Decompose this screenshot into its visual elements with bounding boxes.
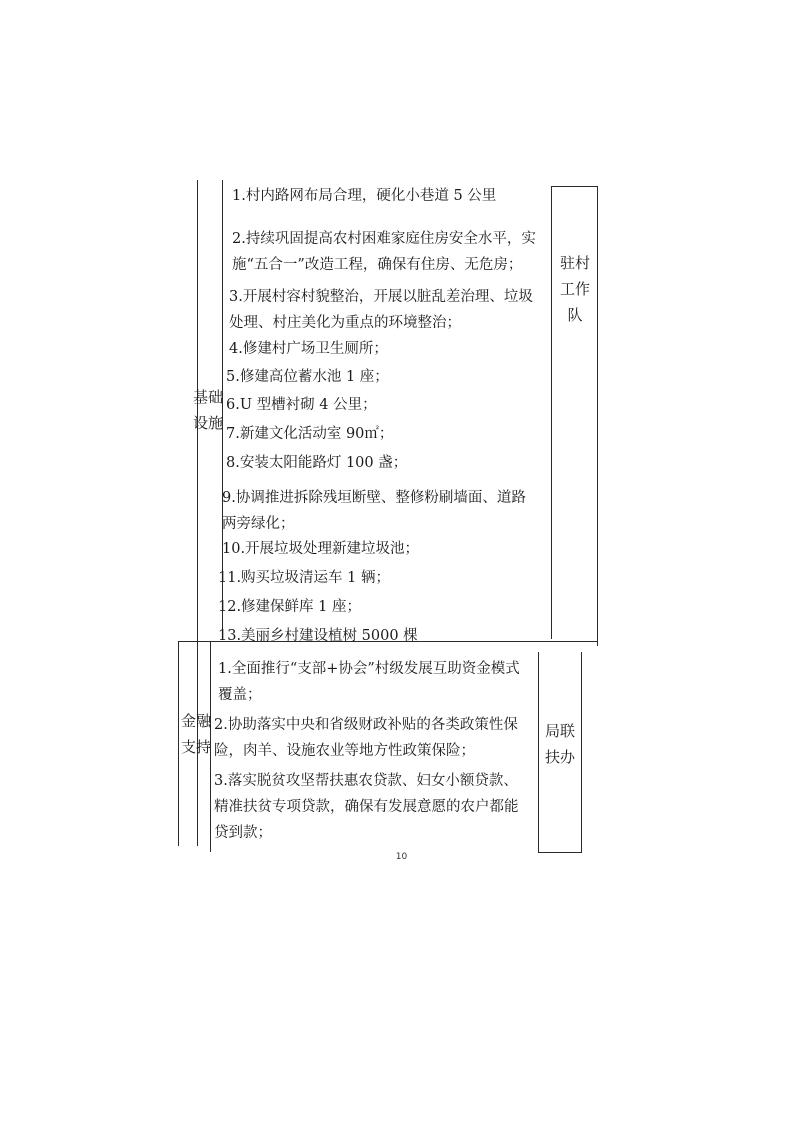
list-item: 1.村内路网布局合理，硬化小巷道 5 公里: [232, 188, 497, 204]
list-item: 6.U 型槽衬砌 4 公里；: [226, 397, 377, 413]
list-item: 13.美丽乡村建设植树 5000 棵: [218, 628, 418, 644]
list-item: 10.开展垃圾处理新建垃圾池；: [222, 541, 420, 557]
list-item: 3.落实脱贫攻坚帮扶惠农贷款、妇女小额贷款、 精准扶贫专项贷款，确保有发展意愿的农户都能 贷到款；: [214, 773, 519, 841]
page-number: 10: [395, 852, 408, 862]
list-item: 11.购买垃圾清运车 1 辆；: [218, 570, 391, 586]
list-item: 12.修建保鲜库 1 座；: [218, 599, 362, 615]
list-item: 2.协助落实中央和省级财政补贴的各类政策性保 险，肉羊、设施农业等地方性政策保险；: [214, 717, 518, 759]
responsible-village-team: 驻村 工作 队: [559, 254, 590, 324]
category-infrastructure: 基础 设施: [192, 388, 223, 432]
responsible-divider-2: [538, 652, 539, 852]
list-item: 9.协调推进拆除残垣断壁、整修粉刷墙面、道路 两旁绿化；: [222, 490, 526, 532]
responsible-poverty-office: 局联 扶办: [544, 722, 575, 766]
category-finance: 金融 支持: [180, 712, 211, 756]
table-right-border-1: [597, 186, 598, 646]
list-item: 8.安装太阳能路灯 100 盏；: [226, 455, 408, 471]
responsible-divider-1: [551, 186, 552, 639]
list-item: 3.开展村容村貌整治，开展以脏乱差治理、垃圾 处理、村庄美化为重点的环境整治；: [229, 289, 533, 331]
list-item: 7.新建文化活动室 90㎡；: [226, 426, 394, 442]
table-left-border-2: [178, 641, 179, 846]
list-item: 1.全面推行“支部+协会”村级发展互助资金模式 覆盖；: [218, 661, 520, 703]
responsible-top-border: [551, 186, 597, 187]
list-item: 2.持续巩固提高农村困难家庭住房安全水平，实 施“五合一”改造工程，确保有住房、无危房；: [232, 231, 536, 273]
table-right-border-2: [581, 652, 582, 852]
list-item: 4.修建村广场卫生厕所；: [229, 341, 388, 357]
list-item: 5.修建高位蓄水池 1 座；: [226, 369, 389, 385]
